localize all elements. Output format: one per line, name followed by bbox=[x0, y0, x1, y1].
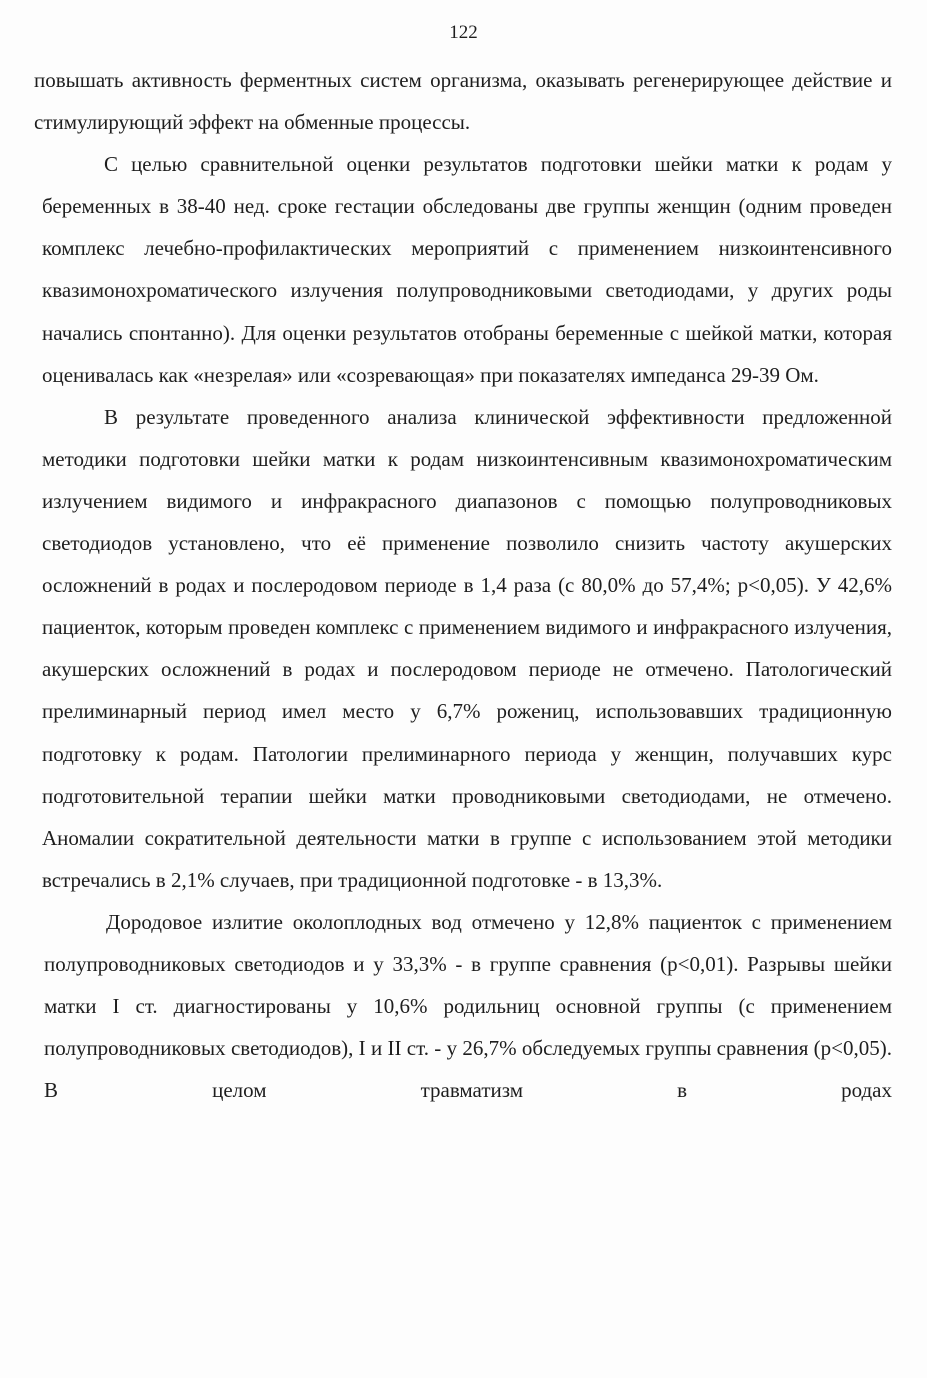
paragraph-complications: Дородовое излитие околоплодных вод отмечено у 12,8% пациенток с применением полупроводниковых светодиодов и у 33,3% - в группе сравнения (p<0,01). Разрывы шейки матки I ст. диагностированы у 10,6% родильниц основной группы (с применением полупроводниковых светодиодов), I и II ст. - у 26,7% обследуемых группы сравнения (p<0,05). В целом травматизм в родах bbox=[44, 909, 892, 1103]
body-text bbox=[34, 59, 892, 1111]
paragraph-study-design: С целью сравнительной оценки результатов подготовки шейки матки к родам у беременных в 38-40 нед. сроке гестации обследованы две группы женщин (одним проведен комплекс лечебно-профилактических мероприятий с применением низкоинтенсивного квазимонохроматического излучения полупроводниковыми светодиодами, у других роды начались спонтанно). Для оценки результатов отобраны беременные с шейкой матки, которая оценивалась как «незрелая» или «созревающая» при показателях импеданса 29-39 Ом. bbox=[42, 152, 892, 387]
paragraph-continuation: повышать активность ферментных систем организма, оказывать регенерирующее действие и стимулирующий эффект на обменные процессы. bbox=[34, 68, 892, 135]
page-number: 122 bbox=[449, 22, 478, 43]
paragraph-results: В результате проведенного анализа клинической эффективности предложенной методики подготовки шейки матки к родам низкоинтенсивным квазимонохроматическим излучением видимого и инфракрасного диапазонов с помощью полупроводниковых светодиодов установлено, что её применение позволило снизить частоту акушерских осложнений в родах и послеродовом периоде в 1,4 раза (с 80,0% до 57,4%; p<0,05). У 42,6% пациенток, которым проведен комплекс с применением видимого и инфракрасного излучения, акушерских осложнений в родах и послеродовом периоде не отмечено. Патологический прелиминарный период имел место у 6,7% рожениц, использовавших традиционную подготовку к родам. Патологии прелиминарного периода у женщин, получавших курс подготовительной терапии шейки матки проводниковыми светодиодами, не отмечено. Аномалии сократительной деятельности матки в группе с использованием этой методики встречались в 2,1% случаев, при традиционной подготовке - в 13,3%. bbox=[42, 404, 892, 892]
